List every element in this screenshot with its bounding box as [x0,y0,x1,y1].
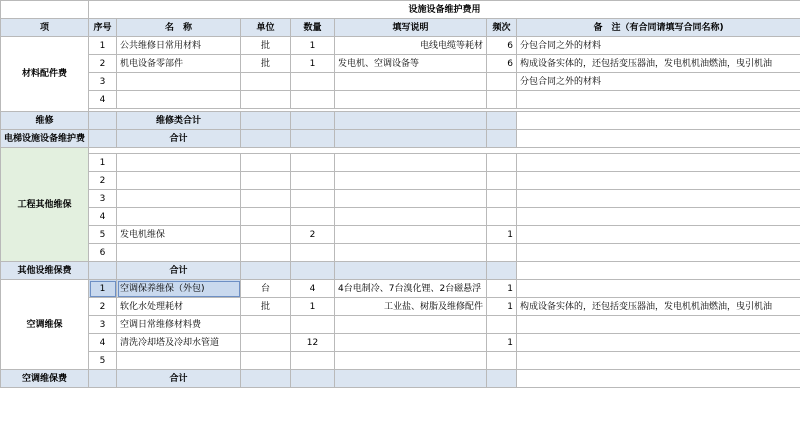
cell-desc[interactable] [335,190,487,208]
cell[interactable] [241,112,291,130]
cell-freq[interactable] [487,154,517,172]
cell-qty[interactable] [291,91,335,109]
cell[interactable] [291,112,335,130]
section-label-repair[interactable]: 维修 [1,112,89,130]
cell-desc[interactable] [335,244,487,262]
cell[interactable] [291,130,335,148]
cell-qty[interactable] [291,154,335,172]
header-name[interactable]: 名 称 [117,19,241,37]
cell[interactable] [487,262,517,280]
header-row [1,19,800,37]
cell-freq[interactable]: 6 [487,55,517,73]
cell-remark[interactable] [517,172,800,190]
cell-seq[interactable]: 2 [89,172,117,190]
cell-freq[interactable]: 1 [487,334,517,352]
cell[interactable] [517,112,800,130]
cell-remark[interactable]: 构成设备实体的，还包括变压器油，发电机机油燃油，曳引机油 [517,298,800,316]
cell-unit[interactable] [241,172,291,190]
section-label-elevator[interactable]: 电梯设施设备维护费 [1,130,89,148]
cell-unit[interactable]: 批 [241,55,291,73]
cell-remark[interactable] [517,280,800,298]
table-row [1,298,800,316]
cell[interactable] [335,262,487,280]
cell-name[interactable]: 发电机维保 [117,226,241,244]
cell-desc[interactable]: 工业盐、树脂及维修配件 [335,298,487,316]
subtotal-label[interactable]: 合计 [117,130,241,148]
cell-desc[interactable]: 电线电缆等耗材 [335,37,487,55]
title-row [1,1,800,19]
cell-desc[interactable] [335,208,487,226]
cell[interactable] [517,130,800,148]
header-desc[interactable]: 填写说明 [335,19,487,37]
cell-freq[interactable] [487,352,517,370]
table-row [1,334,800,352]
cell-name[interactable]: 空调日常维修材料费 [117,316,241,334]
cell-name[interactable]: 清洗冷却塔及冷却水管道 [117,334,241,352]
table-row [1,37,800,55]
cell-freq[interactable]: 1 [487,226,517,244]
cell-name[interactable] [117,244,241,262]
cell-unit[interactable]: 批 [241,298,291,316]
cell-seq[interactable]: 4 [89,91,117,109]
cell-unit[interactable] [241,226,291,244]
cell-name[interactable] [117,172,241,190]
cell-qty[interactable]: 4 [291,280,335,298]
cell-desc[interactable] [335,316,487,334]
cell[interactable] [89,112,117,130]
subtotal-label[interactable]: 合计 [117,262,241,280]
table-row [1,190,800,208]
cell-seq[interactable]: 5 [89,352,117,370]
cell-freq[interactable]: 6 [487,37,517,55]
cell-desc[interactable] [335,73,487,91]
cell-seq[interactable]: 4 [89,208,117,226]
cell[interactable] [241,370,291,388]
cell[interactable] [89,370,117,388]
cell-qty[interactable]: 2 [291,226,335,244]
cell-seq[interactable]: 3 [89,316,117,334]
header-remark[interactable]: 备 注（有合同请填写合同名称) [517,19,800,37]
cell-unit[interactable] [241,91,291,109]
cell-name[interactable]: 机电设备零部件 [117,55,241,73]
cell-name[interactable] [117,190,241,208]
cell-freq[interactable]: 1 [487,298,517,316]
cell[interactable] [89,130,117,148]
table-row [1,316,800,334]
subtotal-label[interactable]: 维修类合计 [117,112,241,130]
cell-unit[interactable] [241,154,291,172]
cell-seq[interactable]: 5 [89,226,117,244]
cell-name[interactable] [117,208,241,226]
cell-name[interactable] [117,352,241,370]
cell[interactable] [335,130,487,148]
cell-name[interactable]: 软化水处理耗材 [117,298,241,316]
cell[interactable] [517,262,800,280]
cell-name-selected[interactable]: 空调保养维保（外包) [117,280,241,298]
cell-unit[interactable] [241,73,291,91]
cell-qty[interactable] [291,172,335,190]
cell[interactable] [517,370,800,388]
table-row [1,208,800,226]
cell-desc[interactable] [335,334,487,352]
cell-remark[interactable] [517,244,800,262]
cell[interactable] [89,262,117,280]
cell[interactable] [241,262,291,280]
cell-seq[interactable]: 6 [89,244,117,262]
cell-remark[interactable]: 构成设备实体的，还包括变压器油，发电机机油燃油，曳引机油 [517,55,800,73]
section-label-engineering[interactable]: 工程其他维保 [1,148,89,262]
cell-qty[interactable]: 1 [291,298,335,316]
cell-remark[interactable] [517,190,800,208]
cell-desc[interactable]: 发电机、空调设备等 [335,55,487,73]
cell-qty[interactable] [291,190,335,208]
cell[interactable] [241,130,291,148]
cell-qty[interactable] [291,73,335,91]
cell[interactable] [487,112,517,130]
sheet-title[interactable]: 设施设备维护费用 [89,1,800,19]
cell-unit[interactable] [241,334,291,352]
table-row [1,226,800,244]
cell-qty[interactable] [291,208,335,226]
cell-remark[interactable] [517,226,800,244]
cell[interactable] [291,370,335,388]
section-label-aircon[interactable]: 空调维保 [1,280,89,370]
cell-seq[interactable]: 1 [89,37,117,55]
cell-remark[interactable] [517,316,800,334]
section-label-aircon-total[interactable]: 空调维保费 [1,370,89,388]
cell[interactable] [487,130,517,148]
table-row [1,352,800,370]
cell-freq[interactable] [487,316,517,334]
cell-unit[interactable]: 台 [241,280,291,298]
cell-freq[interactable] [487,208,517,226]
header-item[interactable]: 项 [1,19,89,37]
cell-freq[interactable]: 1 [487,280,517,298]
cell-unit[interactable] [241,352,291,370]
subtotal-row [1,370,800,388]
table-row [1,280,800,298]
cell-unit[interactable] [241,316,291,334]
cell-seq[interactable]: 1 [89,154,117,172]
cell-qty[interactable]: 12 [291,334,335,352]
cell-unit[interactable]: 批 [241,37,291,55]
cell-seq[interactable]: 2 [89,298,117,316]
cell-desc[interactable] [335,172,487,190]
cell-name[interactable]: 公共维修日常用材料 [117,37,241,55]
subtotal-row [1,130,800,148]
cell-freq[interactable] [487,190,517,208]
header-qty[interactable]: 数量 [291,19,335,37]
section-label-materials[interactable]: 材料配件费 [1,37,89,112]
table-row [1,244,800,262]
cell[interactable] [335,370,487,388]
cell-freq[interactable] [487,172,517,190]
cell-name[interactable] [117,154,241,172]
cell-desc[interactable]: 4台电制冷、7台溴化锂、2台磁悬浮 [335,280,487,298]
subtotal-row [1,112,800,130]
header-freq[interactable]: 频次 [487,19,517,37]
cell-qty[interactable]: 1 [291,55,335,73]
section-label-other[interactable]: 其他设维保费 [1,262,89,280]
table-row [1,172,800,190]
cell-unit[interactable] [241,244,291,262]
cell-name[interactable] [117,73,241,91]
cell-desc[interactable] [335,226,487,244]
table-row [1,55,800,73]
header-unit[interactable]: 单位 [241,19,291,37]
cell-desc[interactable] [335,154,487,172]
cell-remark[interactable] [517,334,800,352]
cell-freq[interactable] [487,91,517,109]
cell-seq[interactable]: 3 [89,73,117,91]
cell-seq[interactable]: 2 [89,55,117,73]
cell-remark[interactable] [517,154,800,172]
cell-remark[interactable]: 分包合同之外的材料 [517,37,800,55]
cell[interactable] [1,1,89,19]
cell[interactable] [291,262,335,280]
table-row [1,73,800,91]
cell-remark[interactable] [517,352,800,370]
subtotal-row [1,262,800,280]
table-row [1,91,800,109]
cell-freq[interactable] [487,73,517,91]
cell-remark[interactable] [517,208,800,226]
cell-qty[interactable] [291,316,335,334]
cell-qty[interactable]: 1 [291,37,335,55]
cell-remark[interactable]: 分包合同之外的材料 [517,73,800,91]
cell-desc[interactable] [335,91,487,109]
cell-qty[interactable] [291,244,335,262]
table-row [1,154,800,172]
cell-freq[interactable] [487,244,517,262]
cell-seq[interactable]: 4 [89,334,117,352]
cell-seq[interactable]: 1 [89,280,117,298]
cell-name[interactable] [117,91,241,109]
cell[interactable] [487,370,517,388]
cell-qty[interactable] [291,352,335,370]
cell[interactable] [335,112,487,130]
cell-remark[interactable] [517,91,800,109]
cell-seq[interactable]: 3 [89,190,117,208]
cell-unit[interactable] [241,208,291,226]
subtotal-label[interactable]: 合计 [117,370,241,388]
cell-unit[interactable] [241,190,291,208]
header-seq[interactable]: 序号 [89,19,117,37]
cell-desc[interactable] [335,352,487,370]
